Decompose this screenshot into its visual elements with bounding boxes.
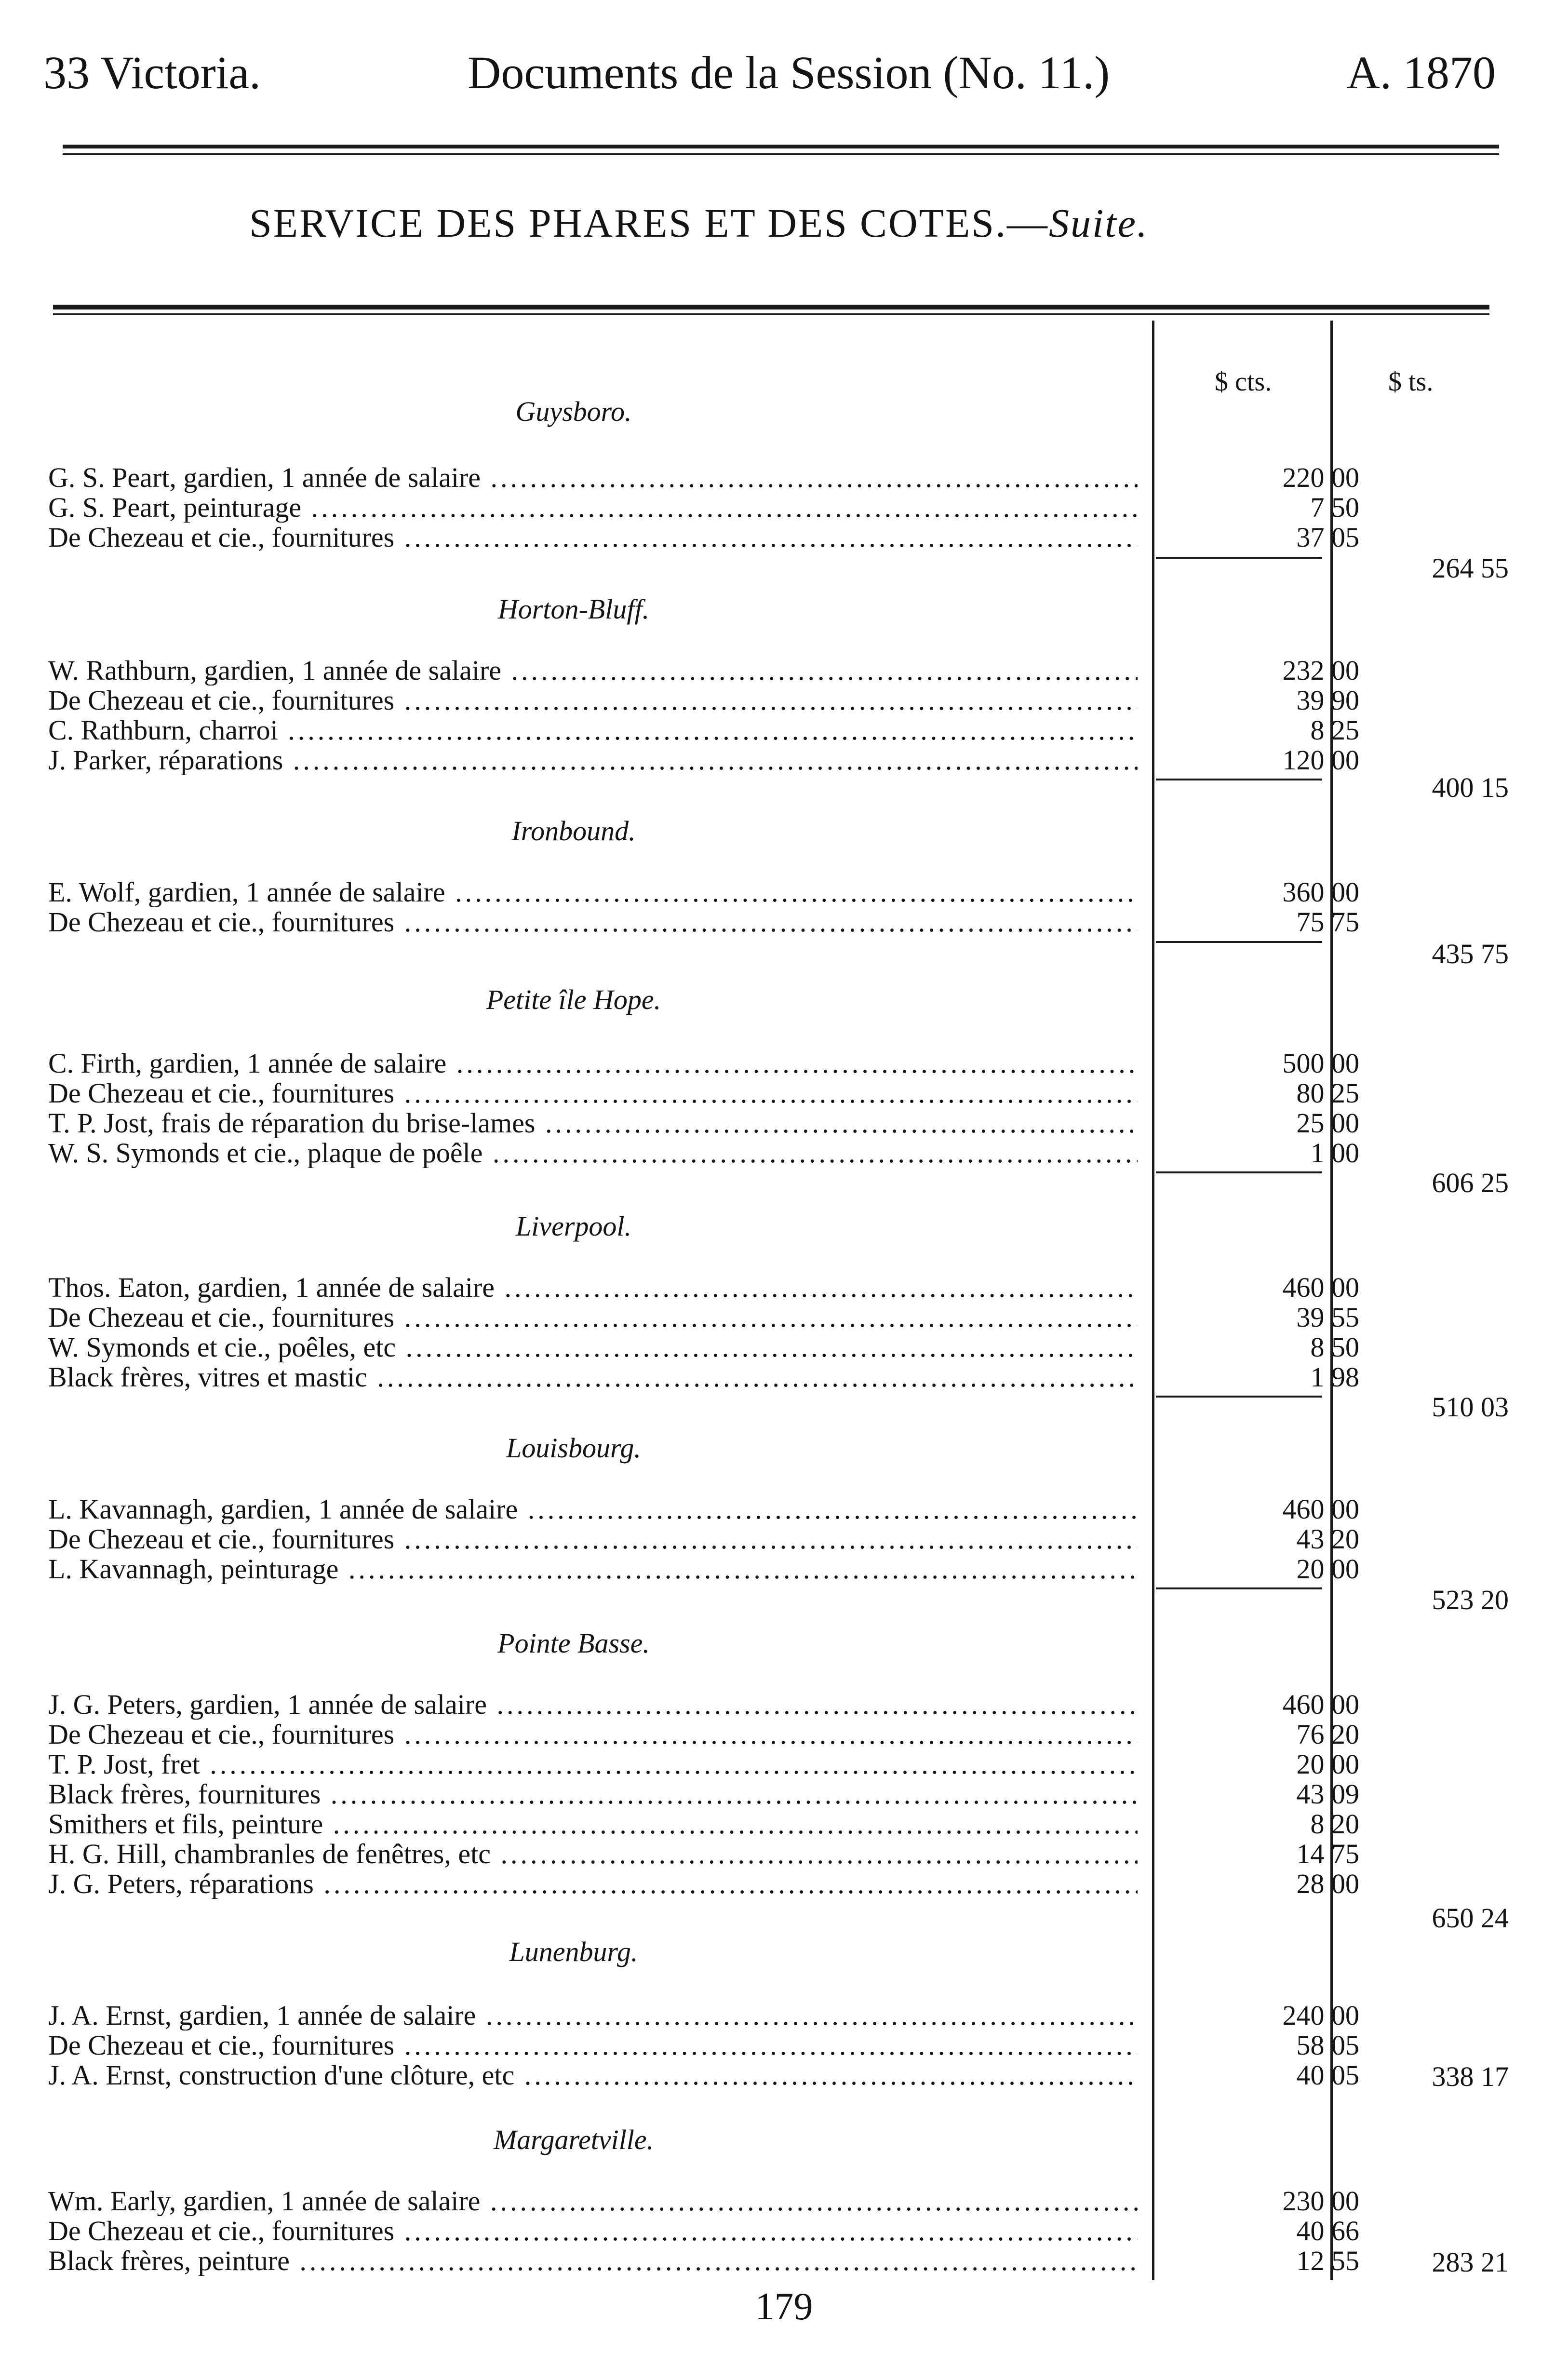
amount-column-header: $ cts. — [1215, 367, 1272, 397]
row-description: De Chezeau et cie., fournitures ..... — [48, 1078, 1138, 1108]
row-description: De Chezeau et cie., fournitures ..... — [48, 2216, 1138, 2246]
row-description: C. Rathburn, charroi ..... — [48, 715, 1138, 745]
header-volume: 33 Victoria. — [43, 47, 261, 98]
subtotal-rule — [1156, 941, 1322, 943]
row-amount: 232 00 — [1282, 655, 1359, 686]
row-amount: 500 00 — [1282, 1048, 1359, 1079]
row-description: L. Kavannagh, gardien, 1 année de salaire ..... — [48, 1494, 1138, 1524]
row-amount: 240 00 — [1282, 2000, 1359, 2031]
row-amount: 28 00 — [1296, 1868, 1359, 1899]
subtotal-rule — [1156, 1396, 1322, 1398]
group-total: 283 21 — [1432, 2246, 1509, 2278]
row-description: De Chezeau et cie., fournitures ..... — [48, 686, 1138, 715]
group-title: Margaretville. — [493, 2124, 654, 2155]
header-rule-top — [63, 145, 1499, 148]
row-description: Wm. Early, gardien, 1 année de salaire ..... — [48, 2186, 1138, 2216]
row-description: Black frères, vitres et mastic ..... — [48, 1362, 1138, 1392]
subtotal-rule — [1156, 557, 1322, 559]
row-description: L. Kavannagh, peinturage ..... — [48, 1554, 1138, 1584]
row-amount: 40 05 — [1296, 2059, 1359, 2091]
row-amount: 43 09 — [1296, 1778, 1359, 1810]
row-amount: 1 00 — [1310, 1137, 1359, 1169]
row-amount: 43 20 — [1296, 1523, 1359, 1555]
row-description: J. A. Ernst, gardien, 1 année de salaire ..... — [48, 2001, 1138, 2030]
header-year: A. 1870 — [1346, 47, 1496, 98]
row-description: Smithers et fils, peinture ..... — [48, 1809, 1138, 1839]
row-amount: 8 20 — [1310, 1808, 1359, 1840]
group-total: 606 25 — [1432, 1167, 1509, 1198]
row-amount: 75 75 — [1296, 906, 1359, 938]
group-title: Louisbourg. — [506, 1432, 641, 1464]
row-amount: 230 00 — [1282, 2185, 1359, 2217]
row-amount: 360 00 — [1282, 876, 1359, 908]
row-description: De Chezeau et cie., fournitures ..... — [48, 2030, 1138, 2060]
row-amount: 7 50 — [1310, 492, 1359, 523]
row-amount: 8 50 — [1310, 1331, 1359, 1363]
row-description: De Chezeau et cie., fournitures ..... — [48, 523, 1138, 552]
total-column-header: $ ts. — [1388, 367, 1434, 397]
section-title — [0, 200, 1398, 247]
group-total: 264 55 — [1432, 552, 1509, 584]
row-amount: 220 00 — [1282, 462, 1359, 493]
row-description: J. A. Ernst, construction d'une clôture, etc ..... — [48, 2060, 1138, 2090]
row-amount: 8 25 — [1310, 714, 1359, 746]
row-amount: 120 00 — [1282, 744, 1359, 776]
section-title-suffix: Suite. — [1048, 201, 1149, 246]
row-description: C. Firth, gardien, 1 année de salaire ..... — [48, 1049, 1138, 1078]
row-amount: 40 66 — [1296, 2215, 1359, 2246]
table-top-rule-thin — [53, 313, 1489, 315]
group-title: Pointe Basse. — [497, 1627, 650, 1659]
row-description: De Chezeau et cie., fournitures ..... — [48, 1720, 1138, 1749]
row-amount: 460 00 — [1282, 1493, 1359, 1525]
row-amount: 1 98 — [1310, 1361, 1359, 1393]
row-amount: 20 00 — [1296, 1748, 1359, 1780]
header-rule-bottom — [63, 153, 1499, 155]
group-total: 510 03 — [1432, 1391, 1509, 1423]
group-title: Liverpool. — [515, 1210, 632, 1242]
row-description: Thos. Eaton, gardien, 1 année de salaire ..... — [48, 1273, 1138, 1303]
group-total: 435 75 — [1432, 938, 1509, 969]
row-amount: 25 00 — [1296, 1107, 1359, 1139]
row-amount: 37 05 — [1296, 522, 1359, 553]
group-title: Horton-Bluff. — [497, 593, 650, 625]
row-description: E. Wolf, gardien, 1 année de salaire ..... — [48, 877, 1138, 907]
row-description: W. S. Symonds et cie., plaque de poêle ..... — [48, 1138, 1138, 1168]
subtotal-rule — [1156, 779, 1322, 780]
group-total: 338 17 — [1432, 2061, 1509, 2092]
row-amount: 58 05 — [1296, 2030, 1359, 2061]
row-amount: 460 00 — [1282, 1272, 1359, 1303]
group-title: Guysboro. — [515, 396, 632, 427]
row-description: De Chezeau et cie., fournitures ..... — [48, 1303, 1138, 1332]
group-total: 523 20 — [1432, 1584, 1509, 1615]
row-amount: 460 00 — [1282, 1689, 1359, 1720]
row-description: Black frères, fournitures ..... — [48, 1779, 1138, 1809]
row-description: T. P. Jost, fret ..... — [48, 1749, 1138, 1779]
amount-column-left-rule — [1152, 321, 1154, 2280]
row-description: W. Rathburn, gardien, 1 année de salaire ..... — [48, 656, 1138, 686]
row-description: G. S. Peart, peinturage ..... — [48, 493, 1138, 523]
row-amount: 12 55 — [1296, 2245, 1359, 2276]
row-amount: 39 90 — [1296, 685, 1359, 716]
row-description: T. P. Jost, frais de réparation du brise-lames ..... — [48, 1108, 1138, 1138]
row-amount: 14 75 — [1296, 1838, 1359, 1869]
group-total: 400 15 — [1432, 772, 1509, 803]
section-title-main: SERVICE DES PHARES ET DES COTES.— — [249, 201, 1049, 246]
subtotal-rule — [1156, 1171, 1322, 1173]
row-description: J. Parker, réparations ..... — [48, 745, 1138, 775]
table-top-rule — [53, 305, 1489, 309]
row-amount: 39 55 — [1296, 1302, 1359, 1333]
row-description: J. G. Peters, réparations ..... — [48, 1869, 1138, 1899]
subtotal-rule — [1156, 1587, 1322, 1589]
group-title: Lunenburg. — [509, 1936, 638, 1967]
row-description: De Chezeau et cie., fournitures ..... — [48, 907, 1138, 937]
running-header — [43, 46, 1496, 99]
row-amount: 80 25 — [1296, 1077, 1359, 1109]
row-description: G. S. Peart, gardien, 1 année de salaire ..... — [48, 463, 1138, 493]
row-description: H. G. Hill, chambranles de fenêtres, etc ..... — [48, 1839, 1138, 1869]
row-amount: 76 20 — [1296, 1719, 1359, 1750]
row-description: De Chezeau et cie., fournitures ..... — [48, 1524, 1138, 1554]
row-description: Black frères, peinture ..... — [48, 2246, 1138, 2276]
group-total: 650 24 — [1432, 1902, 1509, 1934]
group-title: Ironbound. — [511, 815, 636, 847]
header-document-title: Documents de la Session (No. 11.) — [468, 47, 1110, 98]
page-number: 179 — [755, 2286, 813, 2328]
group-title: Petite île Hope. — [486, 984, 661, 1015]
row-amount: 20 00 — [1296, 1553, 1359, 1585]
row-description: J. G. Peters, gardien, 1 année de salaire ..... — [48, 1690, 1138, 1720]
row-description: W. Symonds et cie., poêles, etc ..... — [48, 1332, 1138, 1362]
